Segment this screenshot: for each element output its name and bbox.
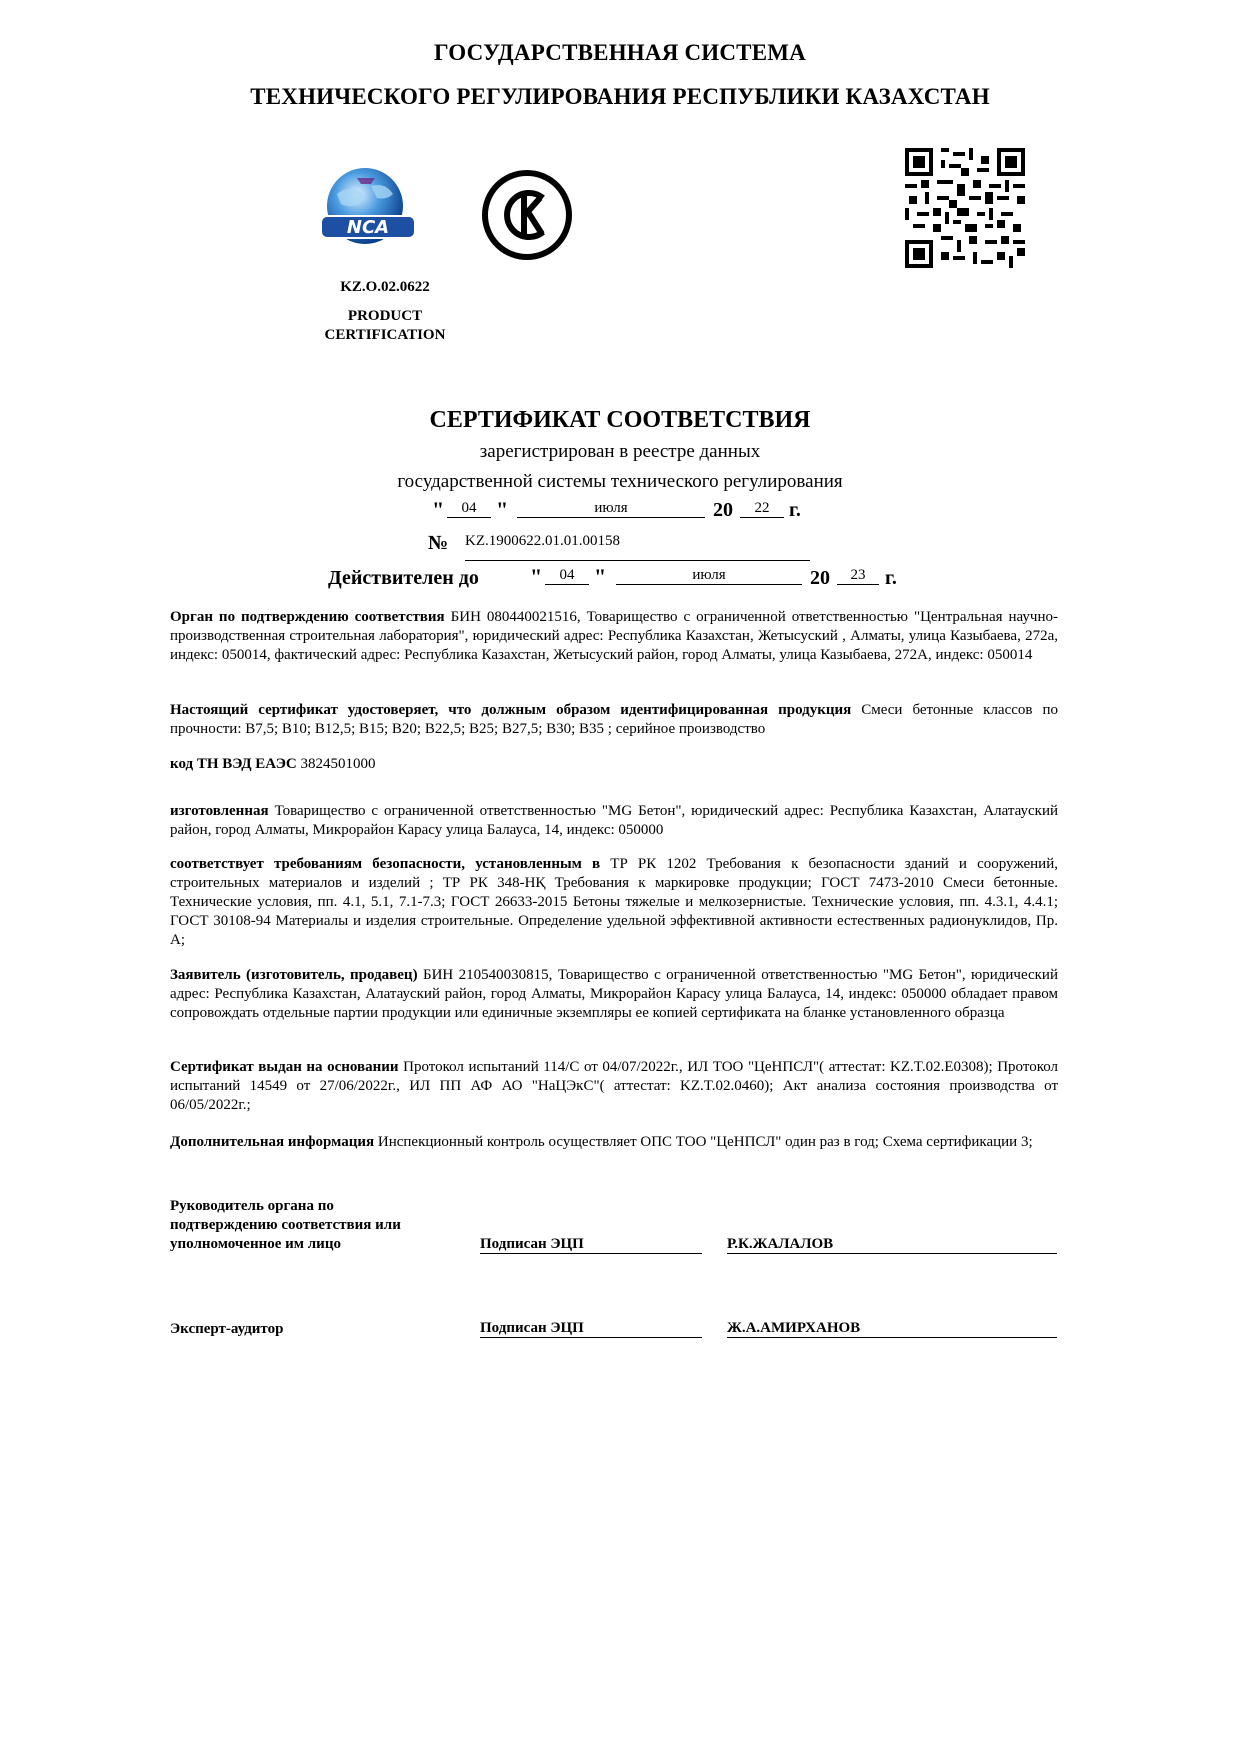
extra-section	[170, 1133, 1058, 1152]
reg-day-close-quote: "	[496, 497, 509, 522]
applicant-section	[170, 966, 1058, 1023]
basis-label: Сертификат выдан на основании	[170, 1059, 399, 1075]
header-line-2: ТЕХНИЧЕСКОГО РЕГУЛИРОВАНИЯ РЕСПУБЛИКИ КАЗАХСТАН	[250, 84, 990, 109]
kz-conformity-mark-icon	[480, 168, 574, 262]
reg-day-open-quote: "	[432, 497, 445, 522]
product-label: PRODUCT	[347, 308, 423, 324]
header-line-1: ГОСУДАРСТВЕННАЯ СИСТЕМА	[434, 40, 806, 65]
certificate-title: СЕРТИФИКАТ СООТВЕТСТВИЯ	[429, 407, 811, 433]
nca-logo-text: NCA	[346, 217, 390, 238]
certificate-number: KZ.1900622.01.01.00158	[465, 533, 810, 561]
reg-year-label: г.	[789, 499, 801, 521]
organ-label: Орган по подтверждению соответствия	[170, 609, 445, 625]
head-title-line-3: уполномоченное им лицо	[170, 1236, 341, 1252]
expert-name: Ж.А.АМИРХАНОВ	[727, 1320, 1057, 1338]
extra-label: Дополнительная информация	[170, 1134, 375, 1150]
maker-label: изготовленная	[170, 803, 269, 819]
code-label: код ТН ВЭД ЕАЭС	[170, 756, 297, 772]
reg-month: июля	[517, 500, 705, 518]
accreditation-code: KZ.O.02.0622	[340, 279, 430, 295]
maker-text: Товарищество с ограниченной ответственностью "MG Бетон", юридический адрес: Республика Казахстан, Алатауский район, город Алматы, Микрорайон Карасу улица Балауса, 14, индекс: 050000	[170, 803, 1058, 838]
reg-year-prefix: 20	[713, 499, 733, 521]
product-text: Смеси бетонные классов по прочности: В7,5; В10; В12,5; В15; В20; В22,5; В25; В27,5; В30; В35 ; серийное производство	[170, 702, 1058, 737]
valid-year-label: г.	[885, 567, 897, 589]
basis-section	[170, 1058, 1058, 1115]
valid-day-open-quote: "	[530, 564, 543, 589]
expert-signature: Подписан ЭЦП	[480, 1320, 702, 1338]
head-title-line-2: подтверждению соответствия или	[170, 1217, 401, 1233]
registered-line-2: государственной системы технического регулирования	[397, 471, 843, 492]
number-label: №	[428, 532, 449, 554]
valid-year-prefix: 20	[810, 567, 830, 589]
complies-text: ТР РК 1202 Требования к безопасности зданий и сооружений, строительных материалов и изделий ; ТР РК 348-НҚ Требования к маркировке продукции; ГОСТ 7473-2010 Смеси бетонные. Технические условия, пп. 4.1, 5.1, 7.1-7.3; ГОСТ 26633-2015 Бетоны тяжелые и мелкозернистые. Технические условия, пп. 4.3.1, 4.4.1; ГОСТ 30108-94 Материалы и изделия строительные. Определение удельной эффективной активности естественных радионуклидов, Пр. А;	[170, 856, 1058, 948]
expert-label: Эксперт-аудитор	[170, 1321, 284, 1337]
organ-section	[170, 608, 1058, 665]
valid-month: июля	[616, 567, 802, 585]
head-name: Р.К.ЖАЛАЛОВ	[727, 1236, 1057, 1254]
applicant-text: БИН 210540030815, Товарищество с ограниченной ответственностью "MG Бетон", юридический адрес: Республика Казахстан, Алатауский район, город Алматы, Микрорайон Карасу улица Балауса, 14, индекс: 050000 обладает правом сопровождать отдельные партии продукции или единичные экземпляры ее копией сертификата на бланке установленного образца	[170, 967, 1058, 1021]
extra-text: Инспекционный контроль осуществляет ОПС ТОО "ЦеНПСЛ" один раз в год; Схема сертификации 3;	[377, 1134, 1033, 1150]
valid-year-suffix: 23	[837, 567, 879, 585]
product-section	[170, 701, 1058, 739]
organ-text: БИН 080440021516, Товарищество с ограниченной ответственностью "Центральная научно-производственная строительная лаборатория", юридический адрес: Республика Казахстан, Жетысуский , Алматы, улица Казыбаева, 272а, индекс: 050014, фактический адрес: Республика Казахстан, Жетысуский район, город Алматы, улица Казыбаева, 272А, индекс: 050014	[170, 609, 1058, 663]
product-label: Настоящий сертификат удостоверяет, что должным образом идентифицированная продукция	[170, 702, 852, 718]
applicant-label: Заявитель (изготовитель, продавец)	[170, 967, 418, 983]
complies-label: соответствует требованиям безопасности, установленным в	[170, 856, 601, 872]
certification-label: CERTIFICATION	[324, 327, 446, 343]
valid-day: 04	[545, 567, 589, 585]
valid-until-label: Действителен до	[328, 567, 479, 589]
registered-line-1: зарегистрирован в реестре данных	[479, 441, 761, 462]
reg-year-suffix: 22	[740, 500, 784, 518]
qr-code	[905, 148, 1025, 268]
code-section	[170, 755, 1058, 774]
nca-globe-logo	[315, 164, 421, 254]
basis-text: Протокол испытаний 114/С от 04/07/2022г., ИЛ ТОО "ЦеНПСЛ"( аттестат: KZ.T.02.E0308); Протокол испытаний 14549 от 27/06/2022г., ИЛ ПП АФ АО "НаЦЭкС"( аттестат: KZ.T.02.0460); Акт анализа состояния производства от 06/05/2022г.;	[170, 1059, 1059, 1113]
head-signature: Подписан ЭЦП	[480, 1236, 702, 1254]
head-title	[170, 1197, 450, 1254]
valid-day-close-quote: "	[594, 564, 607, 589]
code-text: 3824501000	[300, 756, 376, 772]
reg-day: 04	[447, 500, 491, 518]
maker-section	[170, 802, 1058, 840]
head-title-line-1: Руководитель органа по	[170, 1198, 334, 1214]
complies-section	[170, 855, 1058, 950]
